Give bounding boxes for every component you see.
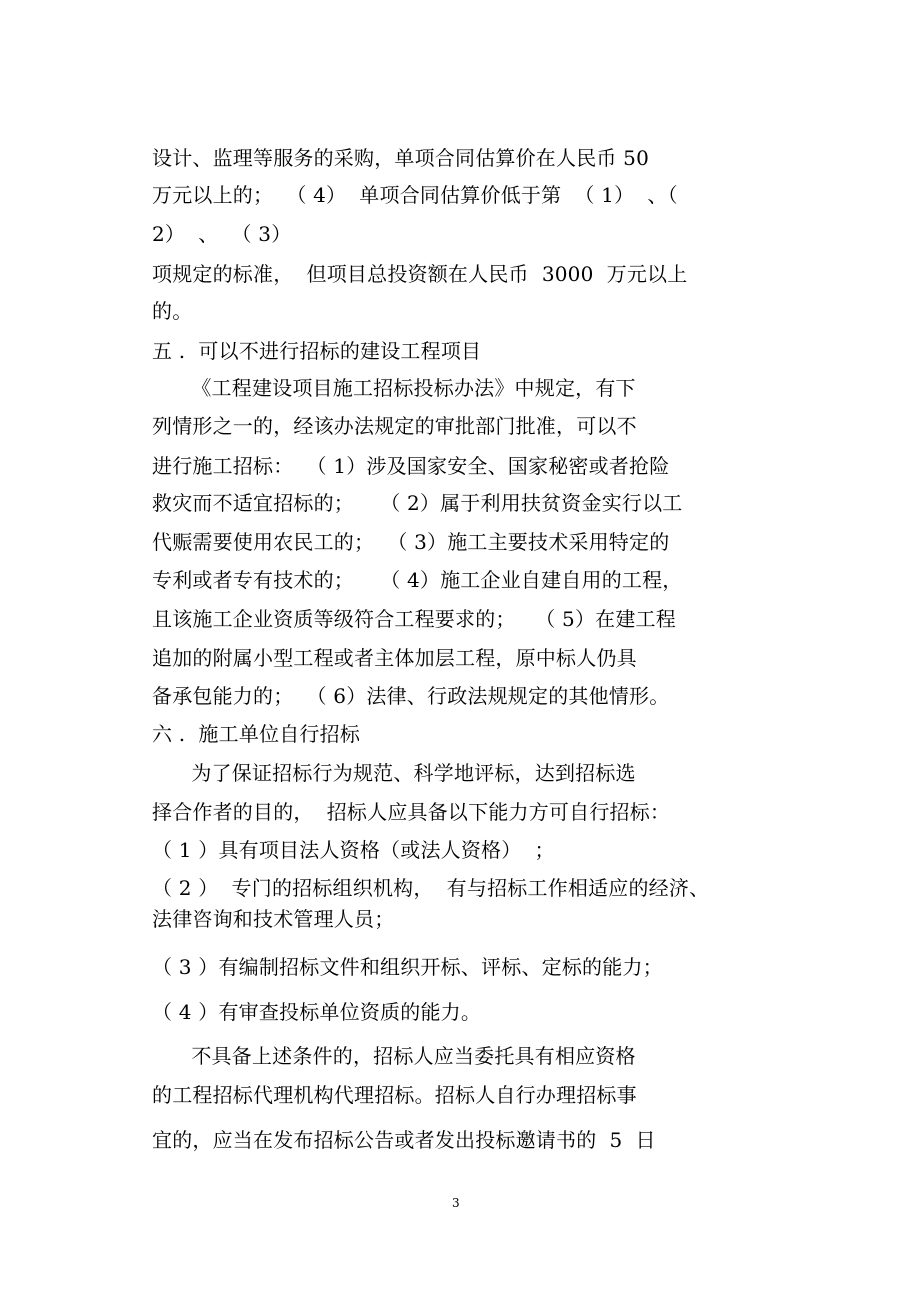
- body-line: 的工程招标代理机构代理招标。招标人自行办理招标事: [152, 1083, 637, 1107]
- body-line: 备承包能力的； （ 6）法律、行政法规规定的其他情形。: [152, 684, 670, 708]
- body-line: 设计、监理等服务的采购，单项合同估算价在人民币 50: [152, 146, 650, 170]
- body-line: 进行施工招标： （ 1）涉及国家安全、国家秘密或者抢险: [152, 454, 670, 478]
- body-line: 专利或者专有技术的； （ 4）施工企业自建自用的工程，: [152, 568, 683, 592]
- list-item: （ 1 ）具有项目法人资格（或法人资格） ；: [152, 838, 555, 862]
- body-line: 为了保证招标行为规范、科学地评标，达到招标选: [152, 761, 636, 785]
- list-item: 法律咨询和技术管理人员；: [152, 907, 395, 931]
- list-item: （ 4 ）有审查投标单位资质的能力。: [152, 1000, 482, 1024]
- body-line: 且该施工企业资质等级符合工程要求的； （ 5）在建工程: [152, 607, 676, 631]
- section-heading: 五 . 可以不进行招标的建设工程项目: [152, 339, 482, 363]
- body-line: 宜的，应当在发布招标公告或者发出投标邀请书的 5 日: [152, 1128, 656, 1152]
- body-line: 列情形之一的，经该办法规定的审批部门批准，可以不: [152, 414, 637, 438]
- body-line: 择合作者的目的， 招标人应具备以下能力方可自行招标：: [152, 800, 671, 824]
- body-line: 项规定的标准， 但项目总投资额在人民币 3000 万元以上: [152, 262, 688, 286]
- body-line: 2） 、 （ 3）: [152, 222, 292, 246]
- body-line: 的。: [152, 299, 193, 323]
- body-line: 《工程建设项目施工招标投标办法》中规定，有下: [152, 376, 636, 400]
- body-line: 代赈需要使用农民工的； （ 3）施工主要技术采用特定的: [152, 530, 670, 554]
- body-line: 救灾而不适宜招标的； （ 2）属于利用扶贫资金实行以工: [152, 491, 683, 515]
- body-line: 万元以上的； （ 4） 单项合同估算价低于第 （ 1） 、（: [152, 183, 678, 207]
- page-number: 3: [452, 1196, 460, 1210]
- list-item: （ 3 ）有编制招标文件和组织开标、评标、定标的能力；: [152, 955, 663, 979]
- section-heading: 六 . 施工单位自行招标: [152, 722, 361, 746]
- body-line: 追加的附属小型工程或者主体加层工程，原中标人仍具: [152, 646, 637, 670]
- list-item: （ 2 ） 专门的招标组织机构， 有与招标工作相适应的经济、: [152, 876, 710, 900]
- body-line: 不具备上述条件的，招标人应当委托具有相应资格: [152, 1044, 636, 1068]
